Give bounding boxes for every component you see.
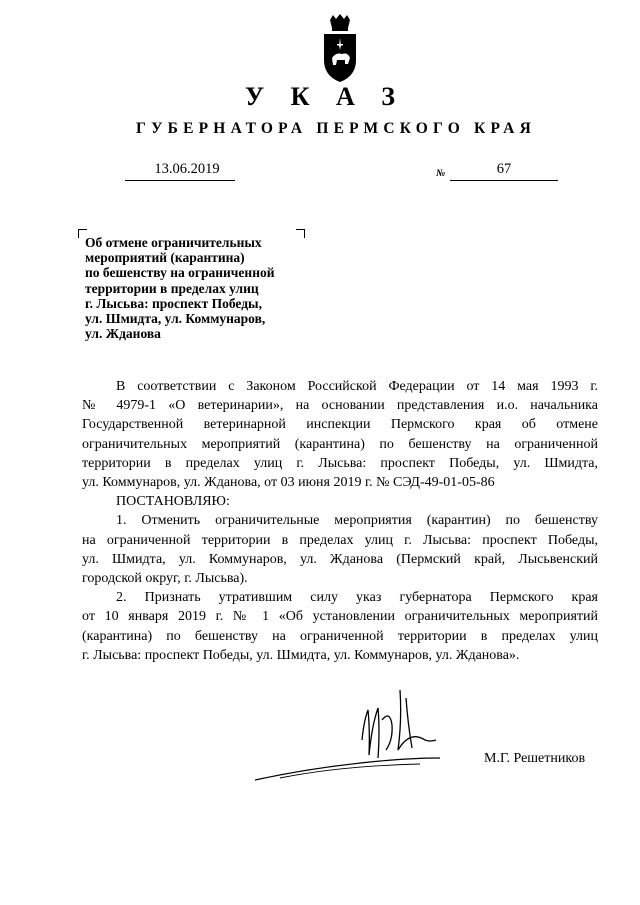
signer-name: М.Г. Решетников <box>484 751 586 766</box>
body-line: № 4979-1 «О ветеринарии», на основании представления и.о. начальника <box>82 398 598 414</box>
item-2 <box>82 588 598 665</box>
body-line: ул. Коммунаров, ул. Жданова, от 03 июня 2019 г. № СЭД-49-01-05-86 <box>82 475 495 491</box>
decree-word: ПОСТАНОВЛЯЮ: <box>116 494 230 510</box>
decree-body <box>82 377 598 665</box>
body-line: городской округ, г. Лысьва). <box>82 571 248 587</box>
heading-line: территории в пределах улиц <box>85 280 259 296</box>
decree-heading <box>85 235 305 341</box>
heading-line: ул. Шмидта, ул. Коммунаров, <box>85 311 266 327</box>
heading-line: Об отмене ограничительных <box>85 235 262 250</box>
body-line: от 10 января 2019 г. № 1 «Об установлении ограничительных мероприятий <box>82 609 598 625</box>
heading-line: г. Лысьва: проспект Победы, <box>85 295 262 311</box>
heading-line: ул. Жданова <box>85 326 161 342</box>
body-line: В соответствии с Законом Российской Федерации от 14 мая 1993 г. <box>116 379 598 394</box>
body-line: (карантина) по бешенству на ограниченной территории в пределах улиц <box>82 628 598 644</box>
heading-line: по бешенству на ограниченной <box>85 265 275 281</box>
item-1 <box>82 511 598 588</box>
heading-line: мероприятий (карантина) <box>85 250 245 266</box>
document-subtitle: ГУБЕРНАТОРА ПЕРМСКОГО КРАЯ <box>136 120 536 137</box>
handwritten-signature <box>250 680 450 790</box>
preamble <box>82 377 598 492</box>
body-line: 1. Отменить ограничительные мероприятия (карантин) по бешенству <box>116 513 598 529</box>
document-title: У К А З <box>245 82 405 111</box>
number-label: № <box>436 168 446 179</box>
decree-number: 67 <box>450 161 558 181</box>
body-line: Государственной ветеринарной инспекции Пермского края об отмене <box>82 417 598 433</box>
body-line: ограничительных мероприятий (карантина) по бешенству на ограниченной <box>82 436 598 452</box>
body-line: ул. Шмидта, ул. Коммунаров, ул. Жданова (Пермский край, Лысьвенский <box>82 551 598 567</box>
body-line: г. Лысьва: проспект Победы, ул. Шмидта, ул. Коммунаров, ул. Жданова». <box>82 647 520 663</box>
coat-of-arms-icon <box>318 14 362 84</box>
body-line: на ограниченной территории в пределах улиц г. Лысьва: проспект Победы, <box>82 532 598 548</box>
body-line: территории в пределах улиц г. Лысьва: проспект Победы, ул. Шмидта, <box>82 455 598 471</box>
decree-date: 13.06.2019 <box>125 161 235 181</box>
body-line: 2. Признать утратившим силу указ губернатора Пермского края <box>116 590 598 606</box>
